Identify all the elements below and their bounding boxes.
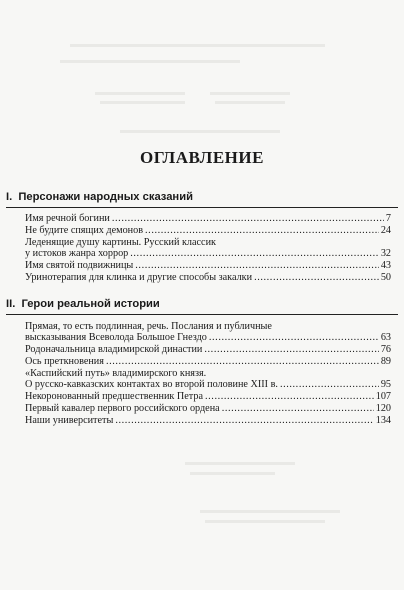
- page-number: 134: [375, 415, 391, 427]
- part-number: I.: [6, 191, 13, 203]
- bleed-through-line: [95, 92, 185, 95]
- dot-leader: [204, 344, 378, 355]
- toc-entry[interactable]: [25, 403, 391, 414]
- toc-entry-title-line: Первый кавалер первого российского ордена: [25, 403, 220, 415]
- toc-entry-line: [25, 379, 391, 390]
- toc-entry-line: [25, 356, 391, 367]
- page-number: 107: [375, 391, 391, 403]
- bleed-through-line: [205, 520, 325, 523]
- toc-entry-title-line: Имя святой подвижницы: [25, 260, 134, 272]
- toc-entry-title-line: Уринотерапия для клинка и другие способы закалки: [25, 272, 253, 284]
- bleed-through-line: [190, 472, 275, 475]
- toc-entry[interactable]: [25, 213, 391, 224]
- toc-list: [25, 213, 391, 284]
- toc-entry[interactable]: [25, 225, 391, 236]
- dot-leader: [280, 379, 379, 390]
- dot-leader: [209, 332, 379, 343]
- dot-leader: [130, 248, 379, 259]
- toc-entry-title-line: Наши университеты: [25, 415, 114, 427]
- toc-entry-title-line: Ось преткновения: [25, 356, 104, 368]
- page-number: 32: [380, 248, 391, 260]
- section-divider: [6, 207, 398, 208]
- toc-entry[interactable]: [25, 415, 391, 426]
- toc-entry[interactable]: [25, 391, 391, 402]
- page-number: 76: [380, 344, 391, 356]
- page-number: 24: [380, 225, 391, 236]
- page-number: 89: [380, 356, 391, 368]
- part-label: Герои реальной истории: [21, 298, 160, 310]
- toc-entry[interactable]: [25, 237, 391, 259]
- toc-entry-line: [25, 272, 391, 283]
- page-number: 95: [380, 379, 391, 391]
- toc-entry[interactable]: [25, 272, 391, 283]
- dot-leader: [112, 213, 384, 224]
- dot-leader: [205, 391, 374, 402]
- toc-entry-title-line: высказывания Всеволода Большое Гнездо: [25, 332, 207, 344]
- toc-entry-line: [25, 344, 391, 355]
- toc-entry-title-line: Имя речной богини: [25, 213, 110, 224]
- bleed-through-line: [60, 60, 240, 63]
- toc-entry-line: [25, 260, 391, 271]
- bleed-through-line: [200, 510, 340, 513]
- toc-entry-line: [25, 391, 391, 402]
- toc-list: [25, 321, 391, 427]
- toc-entry-line: [25, 403, 391, 414]
- dot-leader: [135, 260, 379, 271]
- toc-entry-line: [25, 332, 391, 343]
- toc-entry[interactable]: [25, 260, 391, 271]
- toc-entry-title-line: Родоначальница владимирской династии: [25, 344, 203, 356]
- toc-entry[interactable]: [25, 344, 391, 355]
- bleed-through-line: [100, 101, 185, 104]
- page-number: 7: [385, 213, 391, 224]
- toc-entry-title-line: «Каспийский путь» владимирского князя.: [25, 368, 207, 380]
- page-number: 43: [380, 260, 391, 272]
- part-number: II.: [6, 298, 16, 310]
- toc-entry-title-line: Не будите спящих демонов: [25, 225, 144, 236]
- toc-entry-title-line: Некоронованный предшественник Петра: [25, 391, 203, 403]
- toc-entry-line: [25, 415, 391, 426]
- section-divider: [6, 314, 398, 315]
- toc-entry[interactable]: [25, 356, 391, 367]
- toc-entry[interactable]: [25, 321, 391, 343]
- toc-entry-line: [25, 213, 391, 224]
- toc-entry-title-line: Прямая, то есть подлинная, речь. Послания и публичные: [25, 321, 272, 332]
- dot-leader: [145, 225, 379, 236]
- bleed-through-line: [210, 92, 290, 95]
- page-number: 63: [380, 332, 391, 344]
- dot-leader: [222, 403, 374, 414]
- page-number: 120: [375, 403, 391, 415]
- part-heading: [6, 191, 398, 203]
- dot-leader: [106, 356, 379, 367]
- toc-entry-title-line: О русско-кавказских контактах во второй половине XIII в.: [25, 379, 278, 391]
- bleed-through-line: [185, 462, 295, 465]
- toc-entry-title-line: Леденящие душу картины. Русский классик: [25, 237, 216, 248]
- page-number: 50: [380, 272, 391, 284]
- toc-entry-title-line: у истоков жанра хоррор: [25, 248, 129, 260]
- bleed-through-line: [120, 130, 280, 133]
- toc-entry-line: [25, 225, 391, 236]
- page-title: ОГЛАВЛЕНИЕ: [140, 148, 264, 167]
- bleed-through-line: [70, 44, 325, 47]
- toc-entry-line: [25, 248, 391, 259]
- dot-leader: [115, 415, 373, 426]
- toc-entry[interactable]: [25, 368, 391, 390]
- part-heading: [6, 298, 398, 310]
- part-label: Персонажи народных сказаний: [18, 191, 193, 203]
- bleed-through-line: [215, 101, 285, 104]
- dot-leader: [254, 272, 379, 283]
